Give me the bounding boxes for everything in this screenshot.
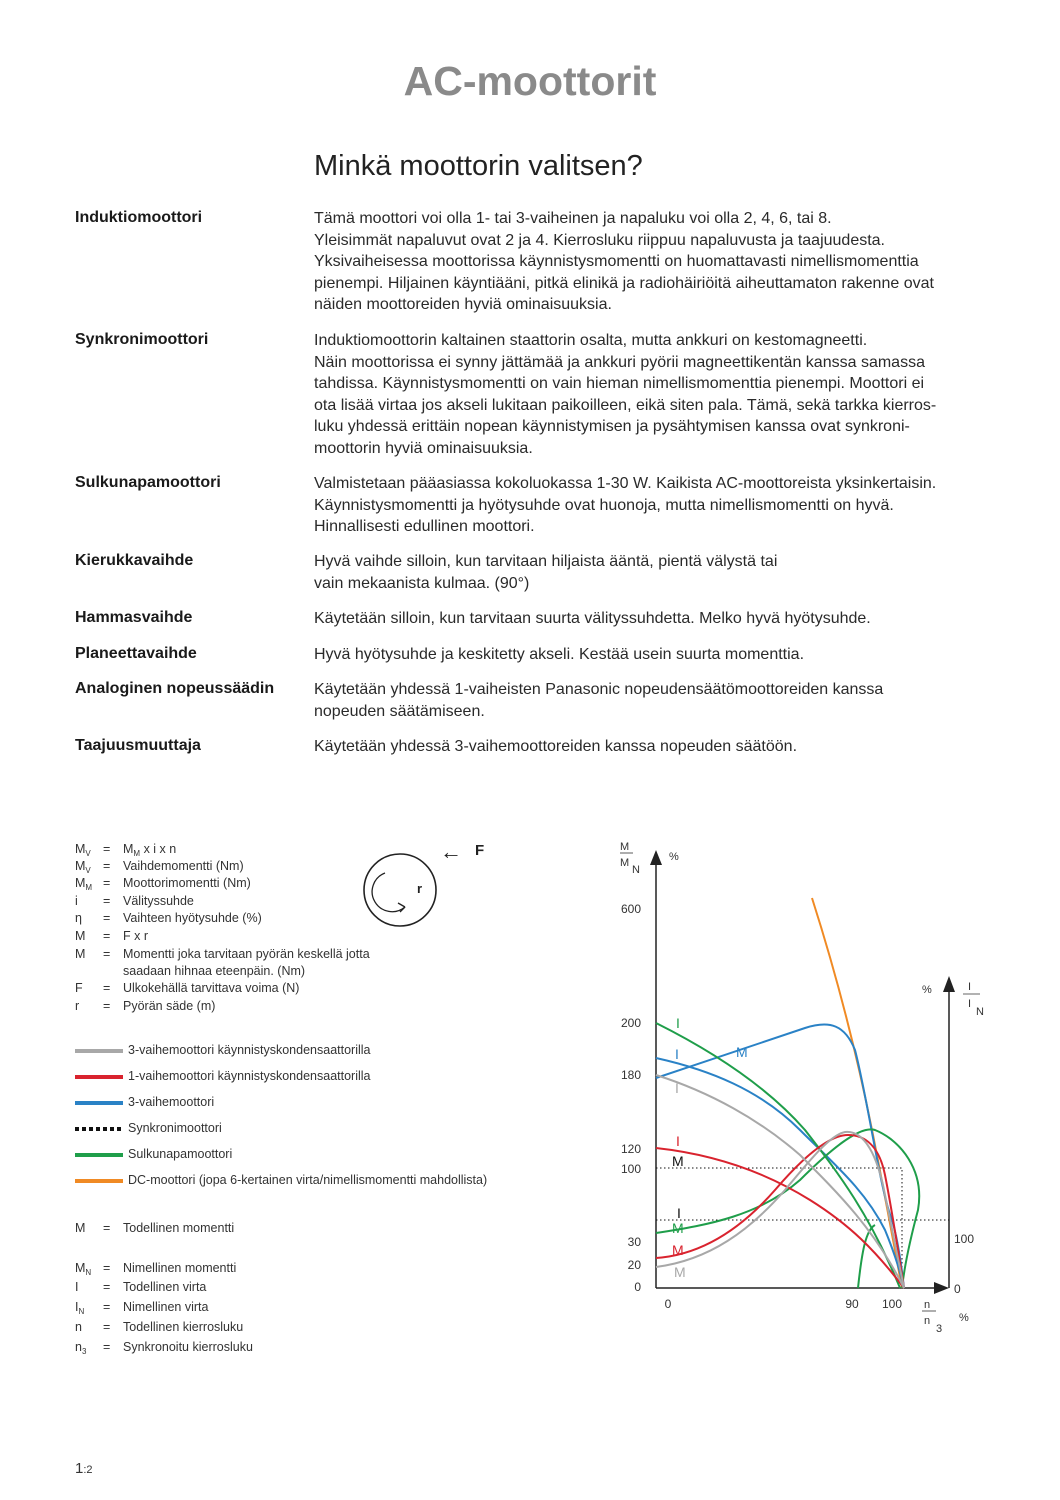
- symbol-main: M: [75, 842, 86, 856]
- definition-text: [123, 999, 215, 1013]
- section-term: Taajuusmuuttaja: [75, 737, 201, 754]
- symbol: [75, 981, 83, 995]
- curve-label: M: [674, 1264, 686, 1280]
- description-line: nopeuden säätämiseen.: [314, 702, 485, 720]
- description-line: ota lisää virtaa jos akseli lukitaan paikoilleen, eikä siten pala. Tämä, sekä tarkka kierros-: [314, 396, 937, 414]
- equals-sign: =: [103, 929, 111, 943]
- y-left-tick-label: 200: [620, 1016, 641, 1030]
- legend-label: 1-vaihemoottori käynnistyskondensaattorilla: [128, 1069, 371, 1083]
- y-left-tick-label: 180: [620, 1068, 641, 1082]
- equals-sign: =: [103, 1261, 111, 1275]
- symbol-main: i: [75, 894, 78, 908]
- x-tick-label: 0: [664, 1297, 672, 1311]
- symbol-subscript: M: [85, 883, 93, 892]
- x-arrowhead: [934, 1282, 949, 1294]
- curve-label: I: [677, 1205, 681, 1221]
- symbol-main: M: [75, 1221, 86, 1235]
- text-main: Vaihdemomentti (Nm): [123, 859, 244, 873]
- y-left-label-den: M: [620, 857, 630, 869]
- symbol: [75, 911, 82, 925]
- legend-swatch: [75, 1179, 123, 1183]
- motor-legend: [75, 1043, 545, 1193]
- y-right-tick-label: 100: [954, 1232, 975, 1246]
- symbol-main: η: [75, 911, 82, 925]
- description-line: Käytetään yhdessä 1-vaiheisten Panasonic nopeudensäätömoottoreiden kanssa: [314, 681, 884, 698]
- description-line: Hyvä vaihde silloin, kun tarvitaan hiljaista ääntä, pientä välystä tai: [314, 553, 778, 570]
- symbol-subscript: N: [78, 1307, 85, 1316]
- equals-sign: =: [103, 859, 111, 873]
- equals-sign: =: [103, 1221, 111, 1235]
- section-description: [314, 551, 1004, 594]
- x-label-den-sub: 3: [936, 1323, 943, 1335]
- left-y-arrowhead: [650, 850, 662, 865]
- definition-text: [123, 894, 194, 908]
- symbol-main: F: [75, 981, 83, 995]
- section-term: Planeettavaihde: [75, 645, 197, 662]
- x-tick-label: 90: [845, 1297, 859, 1311]
- description-line: tahdissa. Käynnistysmomentti on vain hieman nimellismomenttia pienempi. Moottori ei: [314, 375, 925, 392]
- symbol: [75, 842, 91, 858]
- section-term: Kierukkavaihde: [75, 552, 194, 569]
- y-right-label-den-sub: N: [976, 1006, 984, 1018]
- description-line: Hinnallisesti edullinen moottori.: [314, 518, 535, 535]
- equals-sign: =: [103, 947, 111, 961]
- description-line: Käytetään yhdessä 3-vaihemoottoreiden kanssa nopeuden säätöön.: [314, 738, 798, 755]
- definition-text: [123, 947, 370, 961]
- y-left-tick-label: 120: [620, 1142, 641, 1156]
- y-right-unit: %: [922, 984, 932, 996]
- curve-label: M: [672, 1153, 684, 1169]
- text-main: Nimellinen momentti: [123, 1261, 237, 1275]
- text-main: Todellinen virta: [123, 1280, 207, 1294]
- legend-label: Synkronimoottori: [128, 1121, 222, 1135]
- definition-text: [123, 964, 305, 978]
- definition-text: [123, 1280, 206, 1294]
- symbol: [75, 999, 79, 1013]
- x-unit: %: [959, 1312, 969, 1324]
- description-line: Käytetään silloin, kun tarvitaan suurta välityssuhdetta. Melko hyvä hyötysuhde.: [314, 610, 871, 627]
- definition-text: [123, 981, 299, 995]
- y-right-tick-labels: [954, 1232, 974, 1296]
- symbol-main: I: [75, 1280, 79, 1294]
- description-line: Tämä moottori voi olla 1- tai 3-vaiheinen ja napaluku voi olla 2, 4, 6, tai 8.: [314, 210, 832, 227]
- text-main: Moottorimomentti (Nm): [123, 876, 251, 890]
- three-phase-current-curve: [656, 1058, 904, 1288]
- symbol: [75, 929, 85, 943]
- section-description: [314, 644, 1004, 666]
- grey-torque-curve: [656, 1132, 904, 1288]
- text-main: Nimellinen virta: [123, 1300, 209, 1314]
- symbol-main: M: [75, 876, 86, 890]
- definition-text: [123, 876, 251, 890]
- section-term: Analoginen nopeussäädin: [75, 680, 275, 697]
- definition-text: [123, 1221, 234, 1235]
- symbol-main: n: [75, 1320, 82, 1334]
- description-line: luku yhdessä erittäin nopean käynnistymisen ja pysähtymisen kanssa ovat synkroni-: [314, 418, 910, 435]
- y-right-tick-label: 0: [954, 1282, 961, 1296]
- curve-label: I: [675, 1046, 679, 1062]
- text-main: saadaan hihnaa eteenpäin. (Nm): [123, 964, 306, 978]
- description-line: Hyvä hyötysuhde ja keskitetty akseli. Kestää usein suurta momenttia.: [314, 646, 805, 663]
- text-main: Välityssuhde: [123, 894, 194, 908]
- page-title: AC-moottorit: [403, 58, 657, 104]
- curve-labels: [672, 1015, 748, 1280]
- y-right-label-num: I: [968, 981, 972, 993]
- definition-text: [123, 1340, 253, 1354]
- formula-list: [75, 842, 455, 1022]
- symbol-main: M: [75, 947, 86, 961]
- section-term: Sulkunapamoottori: [75, 474, 221, 491]
- y-left-tick-label: 20: [627, 1258, 641, 1272]
- legend-label: Sulkunapamoottori: [128, 1147, 233, 1161]
- section-description: [314, 330, 1004, 459]
- text-main: Synkronoitu kierrosluku: [123, 1340, 253, 1354]
- symbol-main: I: [75, 1300, 79, 1314]
- curve-label: M: [736, 1044, 748, 1060]
- curve-label: I: [675, 1080, 679, 1096]
- symbol: [75, 894, 78, 908]
- section-description: [314, 608, 1004, 630]
- y-left-tick-label: 0: [634, 1280, 641, 1294]
- curve-label: I: [676, 1015, 680, 1031]
- text-main: Momentti joka tarvitaan pyörän keskellä jotta: [123, 947, 370, 961]
- description-line: Yksivaiheisessa moottorissa käynnistysmomentti on huomattavasti nimellismomenttia: [314, 253, 919, 270]
- symbol-subscript: V: [85, 849, 91, 858]
- section-description: [314, 679, 1004, 722]
- text-main: F x r: [123, 929, 148, 943]
- section-description: [314, 473, 1004, 538]
- legend-swatch: [75, 1101, 123, 1105]
- symbol-subscript: N: [85, 1268, 92, 1277]
- y-left-label-num: M: [620, 841, 630, 853]
- curve-label: M: [672, 1220, 684, 1236]
- radius-label: r: [417, 881, 423, 896]
- symbol-subscript: V: [85, 866, 91, 875]
- y-left-tick-labels: [621, 902, 641, 1294]
- definition-text: [123, 929, 148, 943]
- section-term: Induktiomoottori: [75, 209, 203, 226]
- description-line: Valmistetaan pääasiassa kokoluokassa 1-30 W. Kaikista AC-moottoreista yksinkertaisin.: [314, 475, 937, 492]
- motor-characteristic-chart: [600, 830, 1020, 1350]
- description-line: näiden moottoreiden hyviä ominaisuuksia.: [314, 296, 612, 313]
- symbol: [75, 859, 91, 875]
- three-phase-torque-curve: [656, 1024, 904, 1288]
- equals-sign: =: [103, 876, 111, 890]
- description-line: vain mekaanista kulmaa. (90°): [314, 574, 530, 592]
- force-label: F: [475, 842, 485, 859]
- symbol: [75, 1221, 85, 1235]
- definition-text: [123, 1261, 236, 1275]
- legend-label: DC-moottori (jopa 6-kertainen virta/nimellismomentti mahdollista): [128, 1173, 488, 1187]
- symbol: [75, 947, 85, 961]
- dc-motor-curve: [812, 898, 902, 1288]
- section-description: [314, 736, 1004, 758]
- section-term: Synkronimoottori: [75, 331, 209, 348]
- equals-sign: =: [103, 999, 111, 1013]
- definition-text: [123, 911, 262, 925]
- description-line: Näin moottorissa ei synny jättämää ja ankkuri pyörii magneettikentän kanssa samassa: [314, 353, 925, 371]
- y-left-label-den-sub: N: [632, 864, 640, 876]
- equals-sign: =: [103, 1300, 111, 1314]
- symbol-subscript: 3: [81, 1347, 87, 1356]
- symbol: [75, 1261, 91, 1277]
- y-left-unit: %: [669, 851, 679, 863]
- section-description: [314, 208, 1004, 316]
- y-left-tick-label: 600: [620, 902, 641, 916]
- text-main: Todellinen momentti: [123, 1221, 235, 1235]
- description-line: pienempi. Hiljainen käyntiääni, pitkä elinikä ja radiohäiriöitä aiheuttamaton rakenne ovat: [314, 274, 934, 292]
- equals-sign: =: [103, 1320, 111, 1334]
- symbol: [75, 1280, 78, 1294]
- text-subscript: M: [133, 849, 141, 858]
- description-line: Käynnistysmomentti ja hyötysuhde ovat huonoja, mutta nimellismomentti on hyvä.: [314, 496, 894, 514]
- y-right-label-den: I: [968, 998, 972, 1010]
- legend-swatch: [75, 1127, 123, 1131]
- legend-swatch: [75, 1153, 123, 1157]
- right-y-arrowhead: [943, 976, 955, 992]
- legend-swatch: [75, 1049, 123, 1053]
- equals-sign: =: [103, 842, 111, 856]
- page-subtitle: Minkä moottorin valitsen?: [314, 150, 643, 182]
- symbol: [75, 876, 92, 892]
- x-tick-labels: [665, 1297, 903, 1311]
- text-main: Pyörän säde (m): [123, 999, 216, 1013]
- equals-sign: =: [103, 894, 111, 908]
- description-line: moottorin hyviä ominaisuuksia.: [314, 439, 533, 457]
- x-label-num: n: [924, 1299, 931, 1311]
- symbol-main: M: [75, 1261, 86, 1275]
- section-term: Hammasvaihde: [75, 609, 193, 626]
- symbol: [75, 1300, 84, 1316]
- description-line: Yleisimmät napaluvut ovat 2 ja 4. Kierrosluku riippuu napaluvusta ja taajuudesta.: [314, 231, 885, 249]
- symbol-main: r: [75, 999, 80, 1013]
- equals-sign: =: [103, 911, 111, 925]
- x-label-den: n: [924, 1315, 931, 1327]
- curve-label: M: [672, 1242, 684, 1258]
- symbol-main: n: [75, 1340, 82, 1354]
- x-tick-label: 100: [881, 1297, 903, 1311]
- y-left-tick-label: 100: [620, 1162, 641, 1176]
- text-main: Ulkokehällä tarvittava voima (N): [123, 981, 300, 995]
- force-arrow: ←: [440, 839, 462, 864]
- text-rest: x i x n: [140, 842, 177, 856]
- legend-label: 3-vaihemoottori: [128, 1095, 215, 1109]
- page-number: [75, 1460, 93, 1477]
- description-line: Induktiomoottorin kaltainen staattorin osalta, mutta ankkuri on kestomagneetti.: [314, 332, 868, 349]
- text-main: Todellinen kierrosluku: [123, 1320, 244, 1334]
- shaded-pole-torque-curve: [656, 1129, 919, 1288]
- equals-sign: =: [103, 1340, 111, 1354]
- page-number-sub: :2: [83, 1464, 93, 1476]
- legend-swatch: [75, 1075, 123, 1079]
- definition-text: [123, 842, 176, 858]
- curve-label: I: [676, 1133, 680, 1149]
- text-main: M: [123, 842, 134, 856]
- page-number-main: 1: [75, 1460, 84, 1477]
- y-left-tick-label: 30: [627, 1235, 641, 1249]
- legend-label: 3-vaihemoottori käynnistyskondensaattorilla: [128, 1043, 371, 1057]
- symbol-main: M: [75, 929, 86, 943]
- definition-text: [123, 1300, 208, 1314]
- symbol-main: M: [75, 859, 86, 873]
- text-main: Vaihteen hyötysuhde (%): [123, 911, 262, 925]
- definition-text: [123, 1320, 243, 1334]
- definition-text: [123, 859, 244, 873]
- symbol: [75, 1320, 82, 1334]
- definition-list: [75, 1221, 375, 1361]
- symbol: [75, 1340, 86, 1356]
- equals-sign: =: [103, 981, 111, 995]
- equals-sign: =: [103, 1280, 111, 1294]
- single-phase-torque-curve: [656, 1135, 904, 1288]
